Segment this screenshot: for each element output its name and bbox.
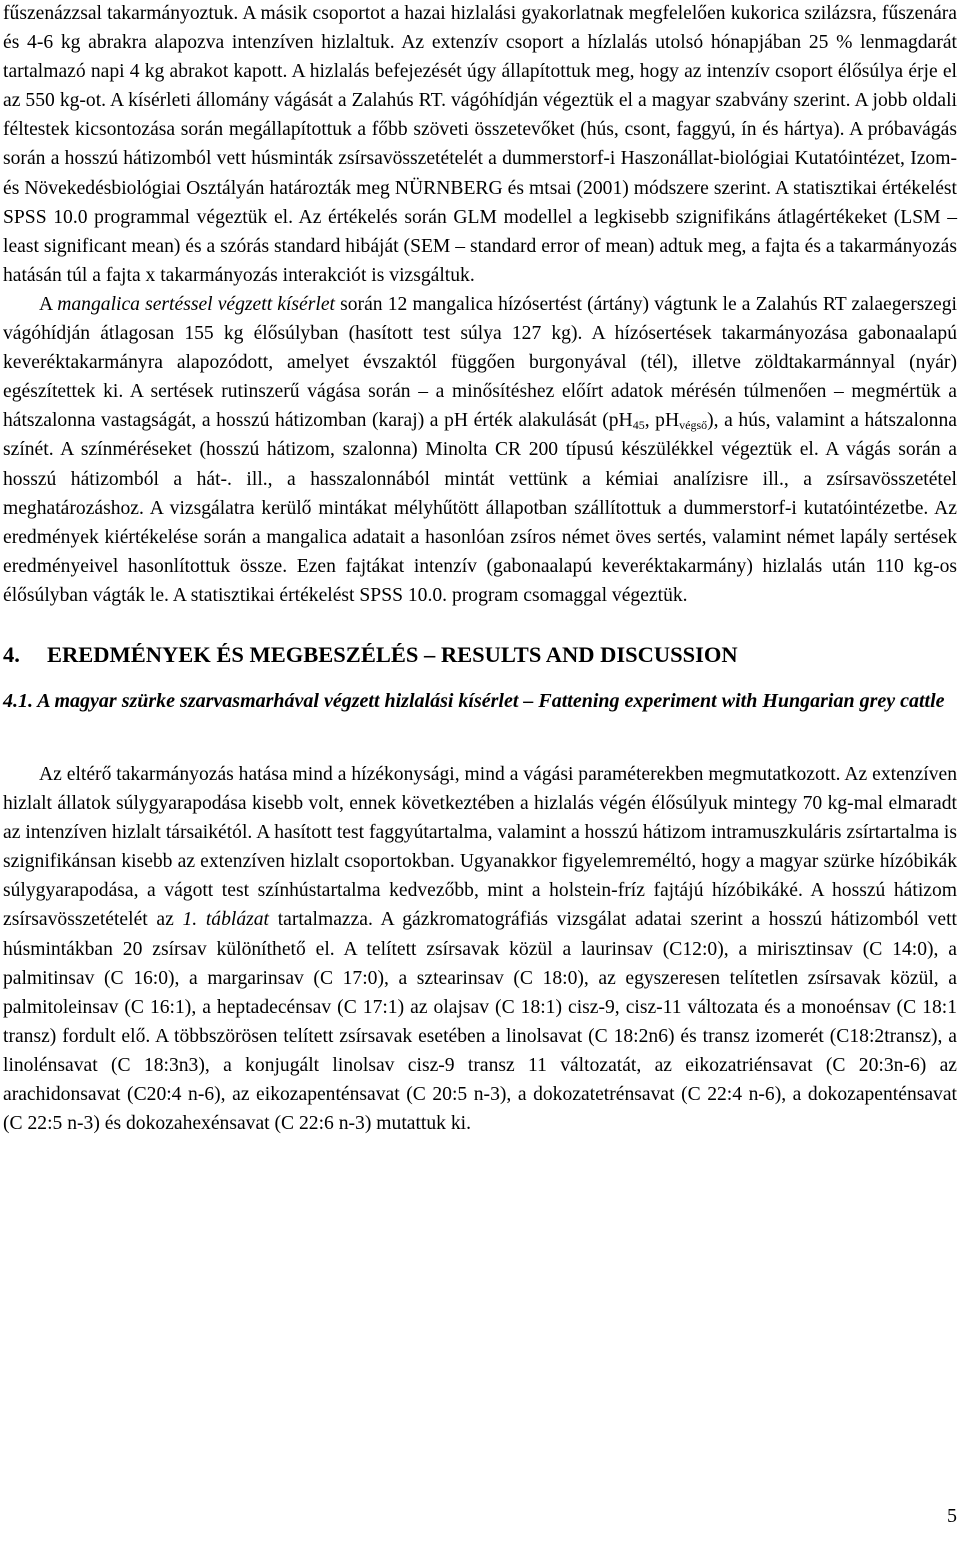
text-run: tartalmazza. A gázkromatográfiás vizsgálat adatai szerint a hosszú hátizomból vett húsmintákban 20 zsírsav különíthető el. A telített zsírsavak közül a laurinsav (C12:0), a mirisztinsav (C 14:0), a palmitinsav (C 16:0), a margarinsav (C 17:0), a sztearinsav (C 18:0), az egyszeresen telítetlen zsírsavak közül, a palmitoleinsav (C 16:1), a heptadecénsav (C 17:1) az olajsav (C 18:1) cisz-9, cisz-11 változata és a monoénsav (C 18:1 transz) fordult elő. A többszörösen telített zsírsavak esetében a linolsavat (C 18:2n6) és transz izomerét (C18:2transz), a linolénsavat (C 18:3n3), a konjugált linolsav cisz-9 transz 11 változatát, az eikozatriénsavat (C 20:3n-6) az arachidonsavat (C20:4 n-6), az eikozapenténsavat (C 20:5 n-3), a dokozatetrénsavat (C 22:4 n-6), a dokozapenténsavat (C 22:5 n-3) és dokozahexénsavat (C 22:6 n-3) mutattuk ki. xyxy=(3,909,958,1135)
paragraph-methods-cattle: fűszenázzsal takarmányoztuk. A másik csoportot a hazai hizlalási gyakorlatnak megfelelően kukorica szilázsra, fűszenára és 4-6 kg abrakra alapozva intenzíven hizlaltuk. Az extenzív csoport a hízlalás utolsó hónapjában 25 % lenmagdarát tartalmazó napi 4 kg abrakot kapott. A hizlalás befejezését úgy állapítottuk meg, hogy az intenzív csoport élősúlya érje el az 550 kg-ot. A kísérleti állomány vágását a Zalahús RT. vágóhídján végeztük el a magyar szabvány szerint. A jobb oldali féltestek kicsontozása során megállapítottuk a főbb szöveti összetevőket (hús, csont, faggyú, ín és hártya). A próbavágás során a hosszú hátizomból vett húsminták zsírsavösszetételét a dummerstorf-i Haszonállat-biológiai Kutatóintézet, Izom- és Növekedésbiológiai Osztályán határozták meg NÜRNBERG és mtsai (2001) módszere szerint. A statisztikai értékelést SPSS 10.0 programmal végeztük el. Az értékelés során GLM modellel a legkisebb szignifikáns átlagértékeket (LSM – least significant mean) és a szórás standard hibáját (SEM – standard error of mean) adtuk meg, a fajta és a takarmányozás hatásán túl a fajta x takarmányozás interakciót is vizsgáltuk. xyxy=(3,3,957,286)
text-run: ), a hús, valamint a hátszalonna színét. A színméréseket (hosszú hátizom, szalonna) Minolta CR 200 típusú készülékkel végeztük el. A vágás során a hosszú hátizomból a hát-. ill., a hasszalonnából mintát vettünk a kémiai analízisre ill., a zsírsavösszetétel meghatározáshoz. A vizsgálatra kerülő mintákat mélyhűtött állapotban szállítottuk a dummerstorf-i kutatóintézetbe. Az eredmények kiértékelése során a mangalica adatait a hasonlóan zsíros német öves sertés, valamint német lapály sertések eredményeivel hasonlítottuk össze. Ezen fajtákat intenzív (gabonaalapú keveréktakarmány) hizlalás után 110 kg-os élősúlyban vágták le. A statisztikai értékelést SPSS 10.0. program csomaggal végeztük. xyxy=(3,410,957,606)
section-heading xyxy=(3,640,957,670)
text-run: során 12 mangalica hízósertést (ártány) vágtunk le a Zalahús RT zalaegerszegi vágóhídján átlagosan 155 kg élősúlyban (hasított test súlya 127 kg). A hízósertések takarmányozása gabonaalapú keveréktakarmányra alapozódott, amelyet évszaktól függően burgonyával (tél), illetve zöldtakarmánnyal (nyár) egészítettek ki. A sertések rutinszerű vágása során – a minősítéshez előírt adatok mérésén túlmenően – megmértük a hátszalonna vastagságát, a hosszú hátizomban (karaj) a pH érték alakulását (pH xyxy=(3,293,957,432)
section-number: 4. xyxy=(3,641,20,667)
table-reference: 1. táblázat xyxy=(182,909,270,931)
text-run: A xyxy=(39,293,58,315)
emphasis-mangalica-experiment: mangalica sertéssel végzett kísérlet xyxy=(57,293,335,315)
text-run: Az eltérő takarmányozás hatása mind a hízékonysági, mind a vágási paraméterekben megmutatkozott. Az extenzíven hizlalt állatok súlygyarapodása kisebb volt, ennek következtében a hizlalás végén élősúlyuk mintegy 70 kg-mal elmaradt az intenzíven hizlalt társaikétól. A hasított test faggyútartalma, valamint a hosszú hátizom intramuszkuláris zsírtartalma is szignifikánsan kisebb az extenzíven hizlalt csoportokban. Ugyanakkor figyelemreméltó, hogy a magyar szürke hízóbikák súlygyarapodása, a vágott test színhústartalma kedvezőbb, mint a holstein-fríz fajtájú hízóbikáké. A hosszú hátizom zsírsavösszetételét az xyxy=(3,763,957,931)
paragraph-results xyxy=(3,760,957,1138)
paragraph-methods-mangalica xyxy=(3,290,957,610)
document-page xyxy=(3,0,957,1138)
subscript-vegso: végső xyxy=(679,418,708,433)
subscript-45: 45 xyxy=(632,418,645,433)
section-title: EREDMÉNYEK ÉS MEGBESZÉLÉS – RESULTS AND DISCUSSION xyxy=(47,641,738,667)
text-run: , pH xyxy=(644,410,680,432)
subsection-heading: 4.1. A magyar szürke szarvasmarhával végzett hizlalási kísérlet – Fattening experiment with Hungarian grey cattle xyxy=(3,689,945,712)
page-number: 5 xyxy=(947,1505,957,1527)
